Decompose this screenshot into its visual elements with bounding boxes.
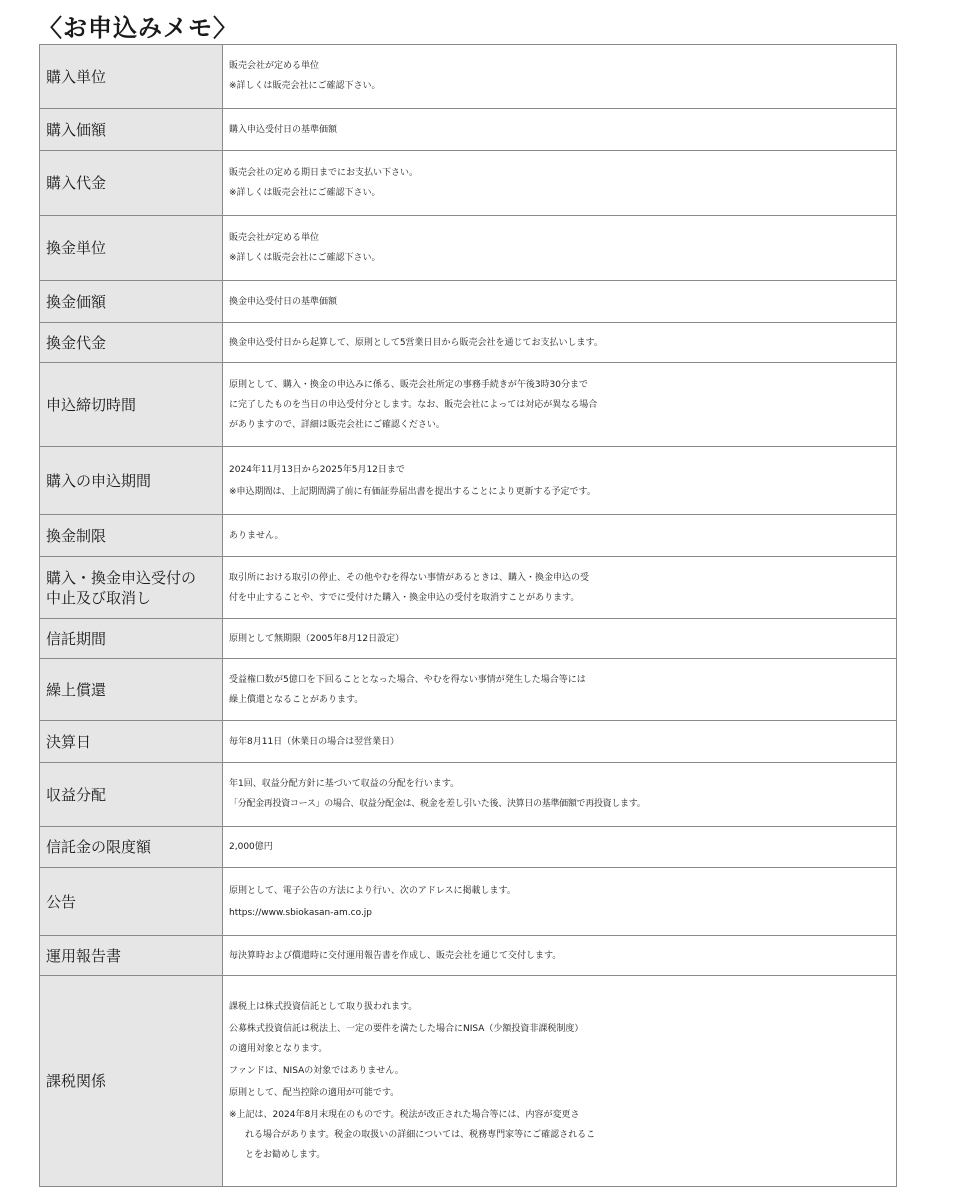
row-text: 換金申込受付日の基準価額 [229,296,338,307]
row-value [223,868,897,936]
row-label: 収益分配 [40,763,223,827]
row-label-line: 購入・換金申込受付の [46,568,197,587]
row-text: 年1回、収益分配方針に基づいて収益の分配を行います。 [229,779,460,789]
application-memo-table [39,44,897,1187]
table-row [40,216,897,281]
row-value [223,515,897,557]
row-label: 換金価額 [40,281,223,323]
table-row [40,976,897,1187]
row-label: 決算日 [40,721,223,763]
row-text: 課税上は株式投資信託として取り扱われます。 [229,1002,418,1012]
row-label: 購入の申込期間 [40,447,223,515]
table-row [40,721,897,763]
row-text: 原則として、配当控除の適用が可能です。 [229,1088,400,1098]
table-row [40,515,897,557]
row-text: ※申込期間は、上記期間満了前に有価証券届出書を提出することにより更新する予定です。 [229,486,596,497]
row-value [223,45,897,109]
row-label-line: 中止及び取消し [46,588,152,607]
row-value [223,763,897,827]
row-text: 2024年11月13日から2025年5月12日まで [229,464,405,475]
row-text: 販売会社が定める単位 [229,232,320,243]
row-text: 換金申込受付日から起算して、原則として5営業日目から販売会社を通じてお支払いします。 [229,337,603,348]
url-text: https://www.sbiokasan-am.co.jp [229,907,373,918]
row-value [223,557,897,619]
row-text: 2,000億円 [229,842,273,852]
table-row [40,619,897,659]
row-text: 毎決算時および償還時に交付運用報告書を作成し、販売会社を通じて交付します。 [229,950,562,961]
row-text: 原則として、電子公告の方法により行い、次のアドレスに掲載します。 [229,885,516,896]
row-text: 繰上償還となることがあります。 [229,694,364,705]
row-label: 購入代金 [40,151,223,216]
row-label: 課税関係 [40,976,223,1187]
row-value [223,281,897,323]
row-label [40,557,223,619]
row-text: 毎年8月11日（休業日の場合は翌営業日） [229,736,400,747]
row-value [223,109,897,151]
row-note: ※詳しくは販売会社にご確認下さい。 [229,252,381,263]
row-label: 公告 [40,868,223,936]
table-row [40,936,897,976]
row-value [223,619,897,659]
row-text: 購入申込受付日の基準価額 [229,124,338,135]
row-text: に完了したものを当日の申込受付分とします。なお、販売会社によっては対応が異なる場合 [229,399,598,410]
row-text: 取引所における取引の停止、その他やむを得ない事情があるときは、購入・換金申込の受 [229,572,590,583]
row-note: ※詳しくは販売会社にご確認下さい。 [229,81,381,91]
row-label: 信託期間 [40,619,223,659]
table-row [40,363,897,447]
row-label: 換金単位 [40,216,223,281]
table-row [40,868,897,936]
row-value [223,216,897,281]
row-text: がありますので、詳細は販売会社にご確認ください。 [229,419,445,430]
table-row [40,659,897,721]
row-value [223,936,897,976]
row-label: 繰上償還 [40,659,223,721]
row-label: 購入価額 [40,109,223,151]
page-title: 〈お申込みメモ〉 [38,14,238,42]
row-text: ファンドは、NISAの対象ではありません。 [229,1066,404,1076]
table-row [40,557,897,619]
row-label: 購入単位 [40,45,223,109]
table-row [40,45,897,109]
row-value [223,447,897,515]
row-value [223,151,897,216]
row-note: 「分配金再投資コース」の場合、収益分配金は、税金を差し引いた後、決算日の基準価額で再投資します。 [229,799,646,809]
row-note: れる場合があります。税金の取扱いの詳細については、税務専門家等にご確認されるこ [245,1130,596,1140]
table-row [40,447,897,515]
row-text: 公募株式投資信託は税法上、一定の要件を満たした場合にNISA（少額投資非課税制度） [229,1024,584,1034]
row-text: 販売会社が定める単位 [229,61,320,71]
row-value [223,721,897,763]
table-row [40,281,897,323]
row-value [223,976,897,1187]
row-note: ※詳しくは販売会社にご確認下さい。 [229,187,381,198]
row-text: 原則として無期限（2005年8月12日設定） [229,633,405,644]
row-note: ※上記は、2024年8月末現在のものです。税法が改正された場合等には、内容が変更さ [229,1110,580,1120]
row-text: の適用対象となります。 [229,1044,328,1054]
row-value [223,363,897,447]
row-text: 販売会社の定める期日までにお支払い下さい。 [229,167,419,178]
row-text: 受益権口数が5億口を下回ることとなった場合、やむを得ない事情が発生した場合等には [229,674,586,685]
row-note: とをお勧めします。 [245,1150,326,1160]
row-value [223,323,897,363]
row-value [223,659,897,721]
table-row [40,763,897,827]
row-label: 運用報告書 [40,936,223,976]
row-label: 換金代金 [40,323,223,363]
row-label: 申込締切時間 [40,363,223,447]
row-label: 換金制限 [40,515,223,557]
table-row [40,151,897,216]
table-row [40,109,897,151]
row-text: 原則として、購入・換金の申込みに係る、販売会社所定の事務手続きが午後3時30分まで [229,379,589,390]
row-label: 信託金の限度額 [40,827,223,868]
row-text: ありません。 [229,530,284,541]
row-text: 付を中止することや、すでに受付けた購入・換金申込の受付を取消すことがあります。 [229,592,580,603]
table-row [40,323,897,363]
row-value [223,827,897,868]
table-row [40,827,897,868]
